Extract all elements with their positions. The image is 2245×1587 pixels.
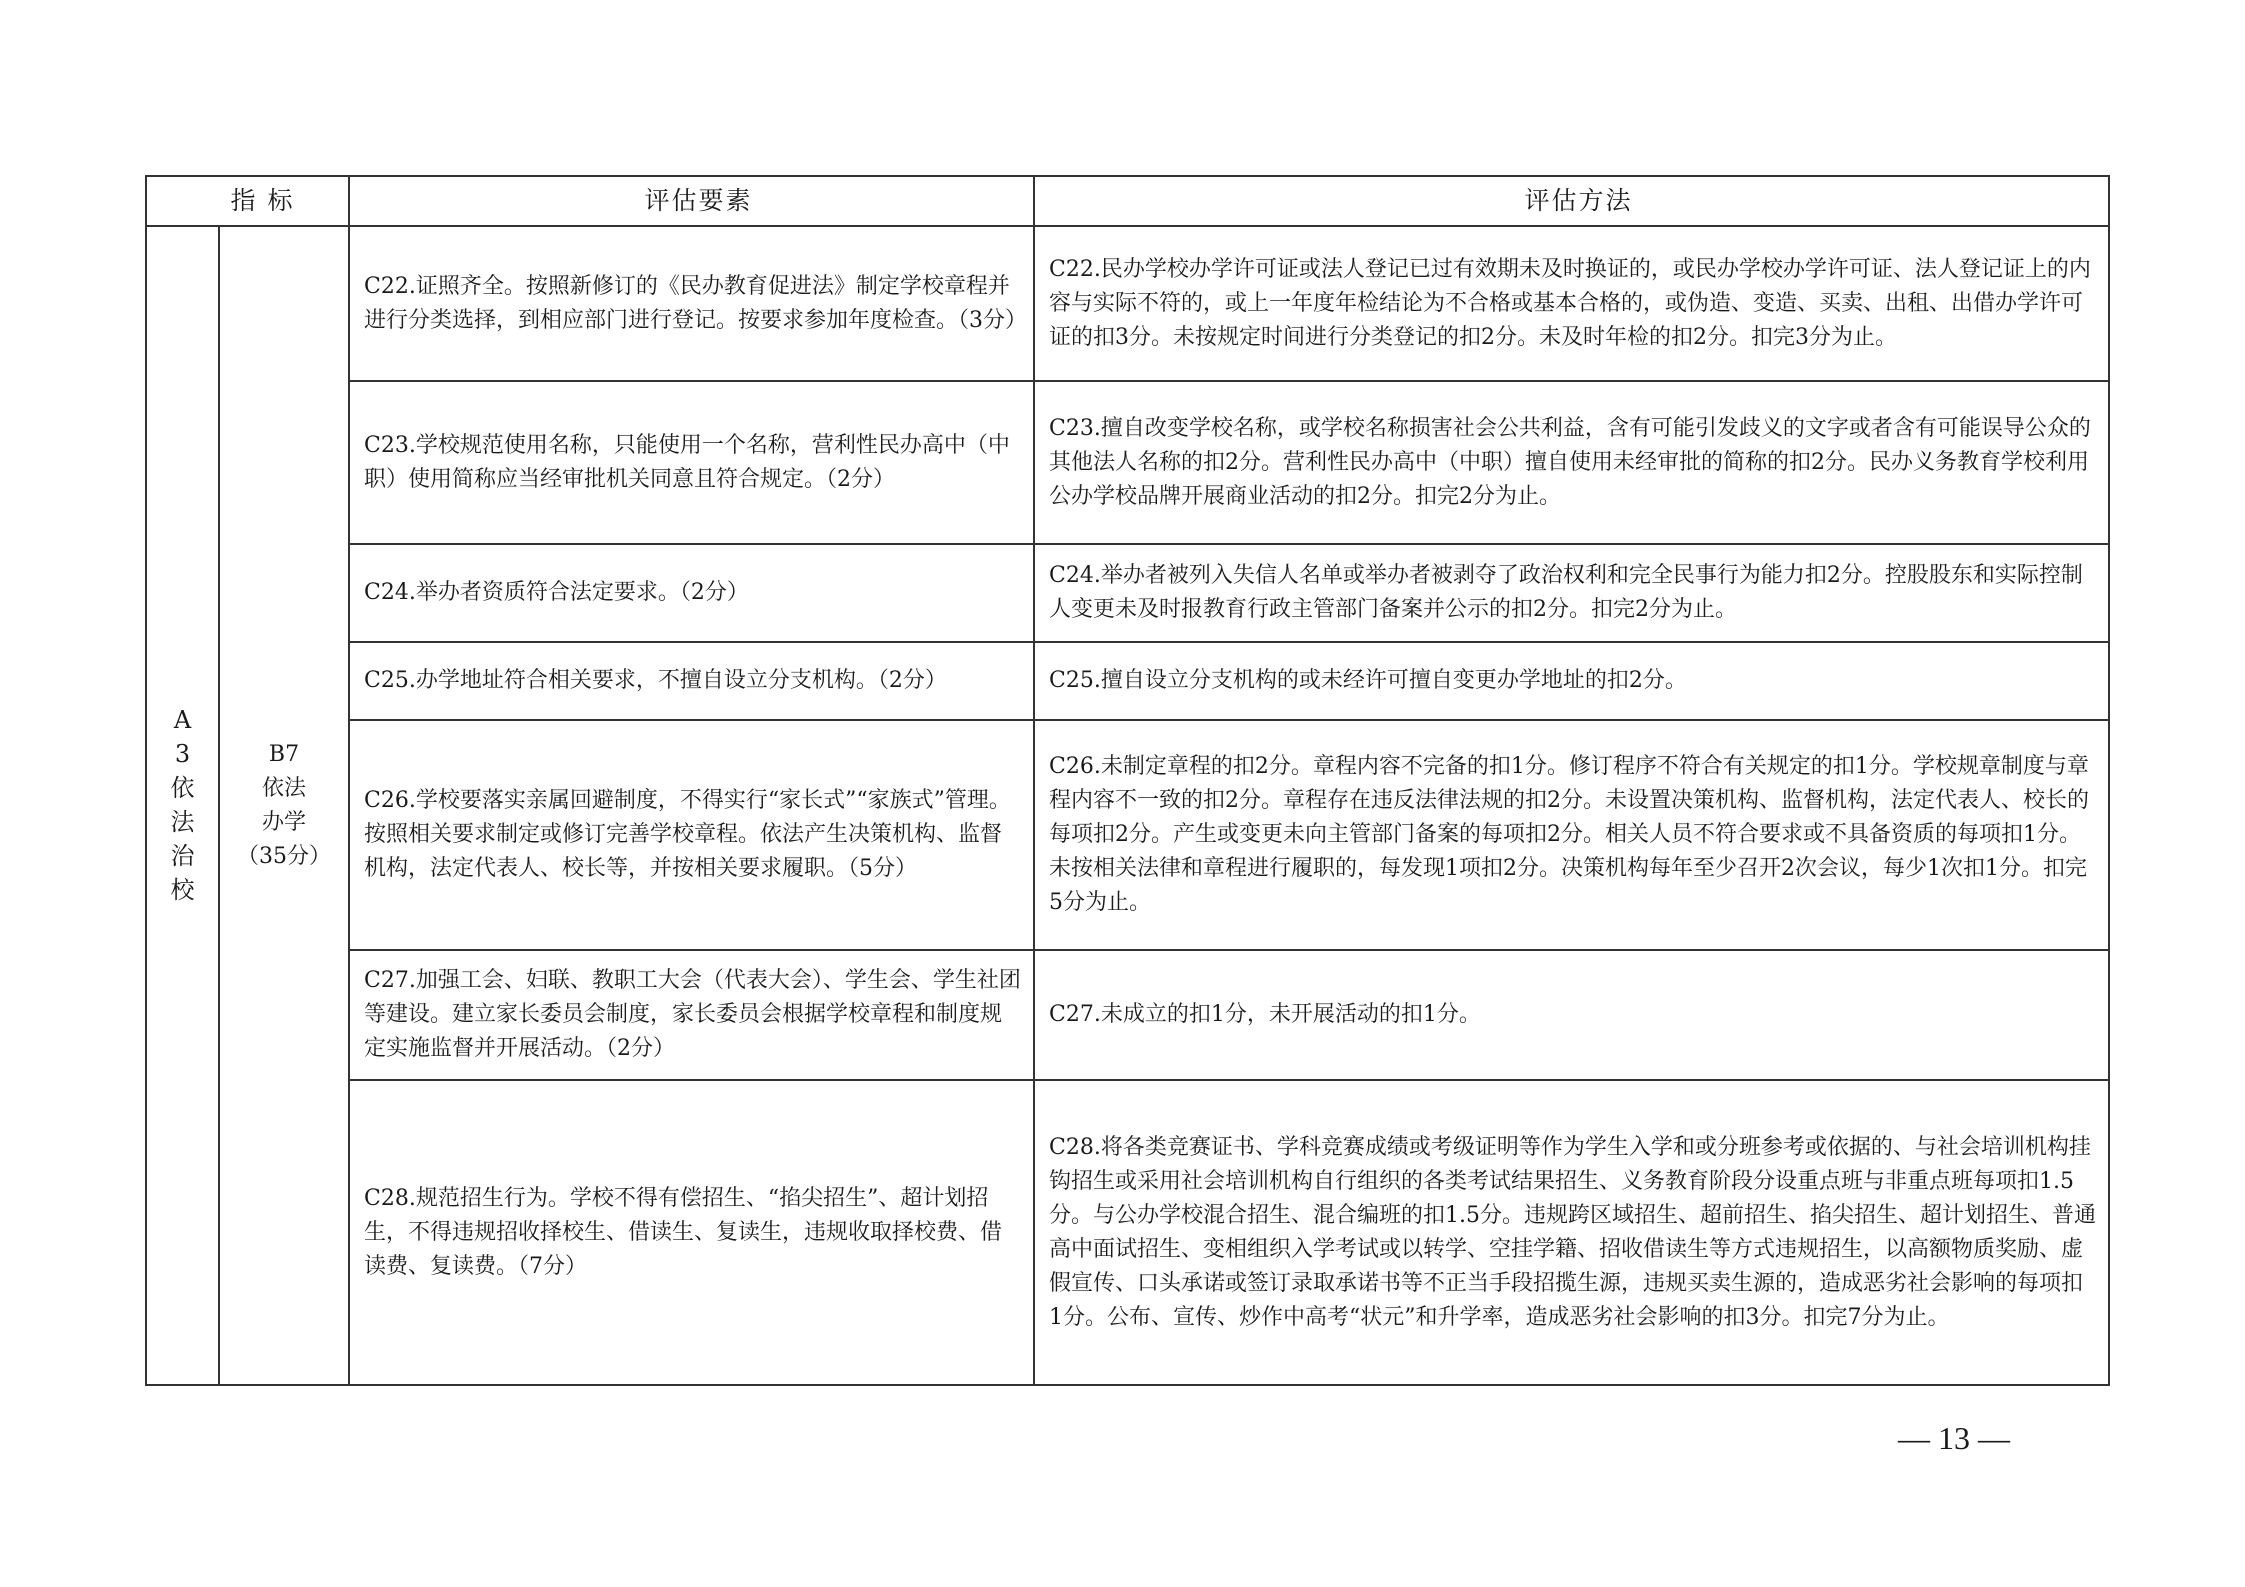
element-c23: C23.学校规范使用名称，只能使用一个名称，营利性民办高中（中职）使用简称应当经审批机关同意且符合规定。（2分） [349, 381, 1034, 544]
element-c27: C27.加强工会、妇联、教职工大会（代表大会）、学生会、学生社团等建设。建立家长委员会制度，家长委员会根据学校章程和制度规定实施监督并开展活动。（2分） [349, 950, 1034, 1080]
element-c26: C26.学校要落实亲属回避制度，不得实行“家长式”“家族式”管理。按照相关要求制定或修订完善学校章程。依法产生决策机构、监督机构，法定代表人、校长等，并按相关要求履职。（5分） [349, 720, 1034, 950]
evaluation-table [145, 175, 2110, 1386]
b-level-cell [219, 226, 349, 1385]
table-row [146, 950, 2109, 1080]
b-level-name: 依法办学 [261, 775, 306, 835]
table-row [146, 642, 2109, 720]
table-row [146, 381, 2109, 544]
table-row [146, 226, 2109, 381]
method-c25: C25.擅自设立分支机构的或未经许可擅自变更办学地址的扣2分。 [1034, 642, 2109, 720]
header-indicator: 指 标 [146, 176, 349, 226]
b-level-code: B7 [268, 741, 300, 767]
element-c24: C24.举办者资质符合法定要求。（2分） [349, 544, 1034, 642]
method-c26: C26.未制定章程的扣2分。章程内容不完备的扣1分。修订程序不符合有关规定的扣1分。学校规章制度与章程内容不一致的扣2分。章程存在违反法律法规的扣2分。未设置决策机构、监督机构，法定代表人、校长的每项扣2分。产生或变更未向主管部门备案的每项扣2分。相关人员不符合要求或不具备资质的每项扣1分。未按相关法律和章程进行履职的，每发现1项扣2分。决策机构每年至少召开2次会议，每少1次扣1分。扣完5分为止。 [1034, 720, 2109, 950]
a-level-label: A3依法治校 [170, 705, 195, 904]
table-row [146, 544, 2109, 642]
method-c28: C28.将各类竞赛证书、学科竞赛成绩或考级证明等作为学生入学和或分班参考或依据的、与社会培训机构挂钩招生或采用社会培训机构自行组织的各类考试结果招生、义务教育阶段分设重点班与非重点班每项扣1.5分。与公办学校混合招生、混合编班的扣1.5分。违规跨区域招生、超前招生、掐尖招生、超计划招生、普通高中面试招生、变相组织入学考试或以转学、空挂学籍、招收借读生等方式违规招生，以高额物质奖励、虚假宣传、口头承诺或签订录取承诺书等不正当手段招揽生源，违规买卖生源的，造成恶劣社会影响的每项扣1分。公布、宣传、炒作中高考“状元”和升学率，造成恶劣社会影响的扣3分。扣完7分为止。 [1034, 1080, 2109, 1385]
method-c24: C24.举办者被列入失信人名单或举办者被剥夺了政治权利和完全民事行为能力扣2分。控股股东和实际控制人变更未及时报教育行政主管部门备案并公示的扣2分。扣完2分为止。 [1034, 544, 2109, 642]
header-row [146, 176, 2109, 226]
page-number: — 13 — [1898, 1420, 2010, 1456]
header-elements: 评估要素 [349, 176, 1034, 226]
header-method: 评估方法 [1034, 176, 2109, 226]
method-c23: C23.擅自改变学校名称，或学校名称损害社会公共利益，含有可能引发歧义的文字或者含有可能误导公众的其他法人名称的扣2分。营利性民办高中（中职）擅自使用未经审批的简称的扣2分。民办义务教育学校利用公办学校品牌开展商业活动的扣2分。扣完2分为止。 [1034, 381, 2109, 544]
a-level-cell [146, 226, 219, 1385]
method-c27: C27.未成立的扣1分，未开展活动的扣1分。 [1034, 950, 2109, 1080]
b-level-score: （35分） [237, 843, 331, 869]
element-c28: C28.规范招生行为。学校不得有偿招生、“掐尖招生”、超计划招生，不得违规招收择校生、借读生、复读生，违规收取择校费、借读费、复读费。（7分） [349, 1080, 1034, 1385]
table-row [146, 1080, 2109, 1385]
method-c22: C22.民办学校办学许可证或法人登记已过有效期未及时换证的，或民办学校办学许可证、法人登记证上的内容与实际不符的，或上一年度年检结论为不合格或基本合格的，或伪造、变造、买卖、出租、出借办学许可证的扣3分。未按规定时间进行分类登记的扣2分。未及时年检的扣2分。扣完3分为止。 [1034, 226, 2109, 381]
table-row [146, 720, 2109, 950]
element-c25: C25.办学地址符合相关要求，不擅自设立分支机构。（2分） [349, 642, 1034, 720]
element-c22: C22.证照齐全。按照新修订的《民办教育促进法》制定学校章程并进行分类选择，到相应部门进行登记。按要求参加年度检查。（3分） [349, 226, 1034, 381]
